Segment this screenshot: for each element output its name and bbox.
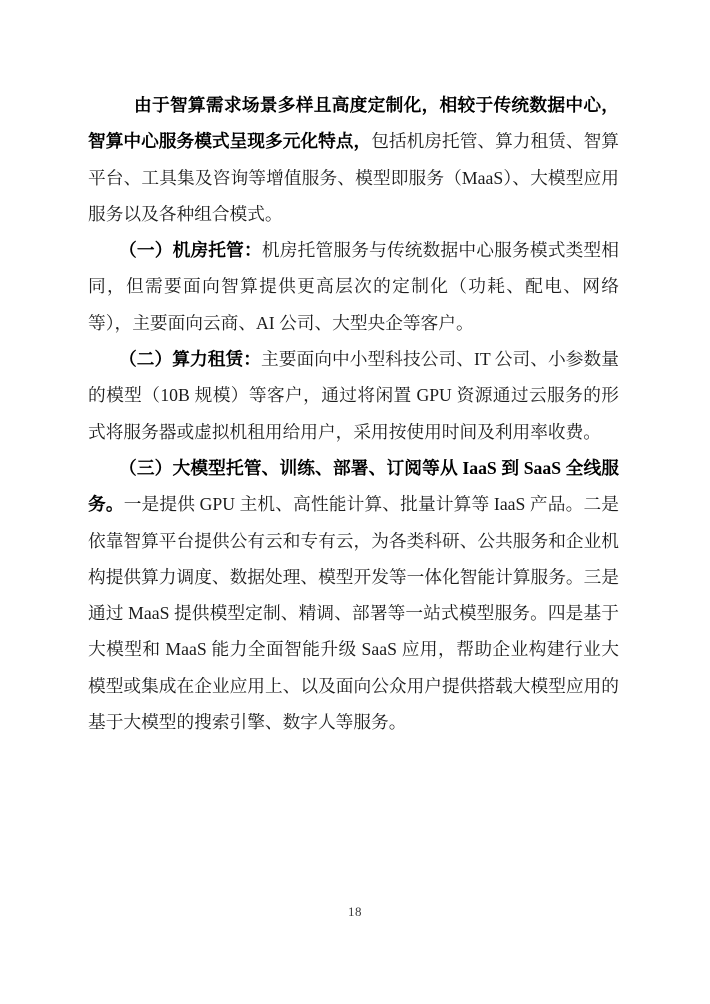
paragraph [88, 450, 619, 740]
document-body [88, 87, 619, 740]
paragraph [88, 341, 619, 450]
paragraph [88, 87, 619, 232]
text-run-bold: （一）机房托管： [119, 240, 262, 261]
text-run: 包括机房托管、算力租赁、智算平台、工具集及咨询等增值服务、模型即服务（MaaS）、大模型应用服务以及各种组合模式。 [88, 131, 619, 224]
text-run: 一是提供 GPU 主机、高性能计算、批量计算等 IaaS 产品。二是依靠智算平台提供公有云和专有云，为各类科研、公共服务和企业机构提供算力调度、数据处理、模型开发等一体化智能计算服务。三是通过 MaaS 提供模型定制、精调、部署等一站式模型服务。四是基于大模型和 MaaS 能力全面智能升级 SaaS 应用，帮助企业构建行业大模型或集成在企业应用上、以及面向公众用户提供搭载大模型应用的基于大模型的搜索引擎、数字人等服务。 [88, 494, 619, 733]
text-run-bold: （二）算力租赁： [119, 349, 261, 370]
text-run-bold: 由于智算需求场景多样且高度定制化，相较于传统数据中心，智算中心服务模式呈现多元化特点， [88, 95, 619, 152]
text-run: 主要面向中小型科技公司、IT 公司、小参数量的模型（10B 规模）等客户，通过将闲置 GPU 资源通过云服务的形式将服务器或虚拟机租用给用户，采用按使用时间及利用率收费。 [88, 349, 619, 442]
paragraph [88, 232, 619, 341]
page-number: 18 [348, 904, 362, 919]
text-run: 机房托管服务与传统数据中心服务模式类型相同，但需要面向智算提供更高层次的定制化（功耗、配电、网络等），主要面向云商、AI 公司、大型央企等客户。 [88, 240, 619, 333]
text-run-bold: （三）大模型托管、训练、部署、订阅等从 IaaS 到 SaaS 全线服务。 [88, 457, 619, 515]
